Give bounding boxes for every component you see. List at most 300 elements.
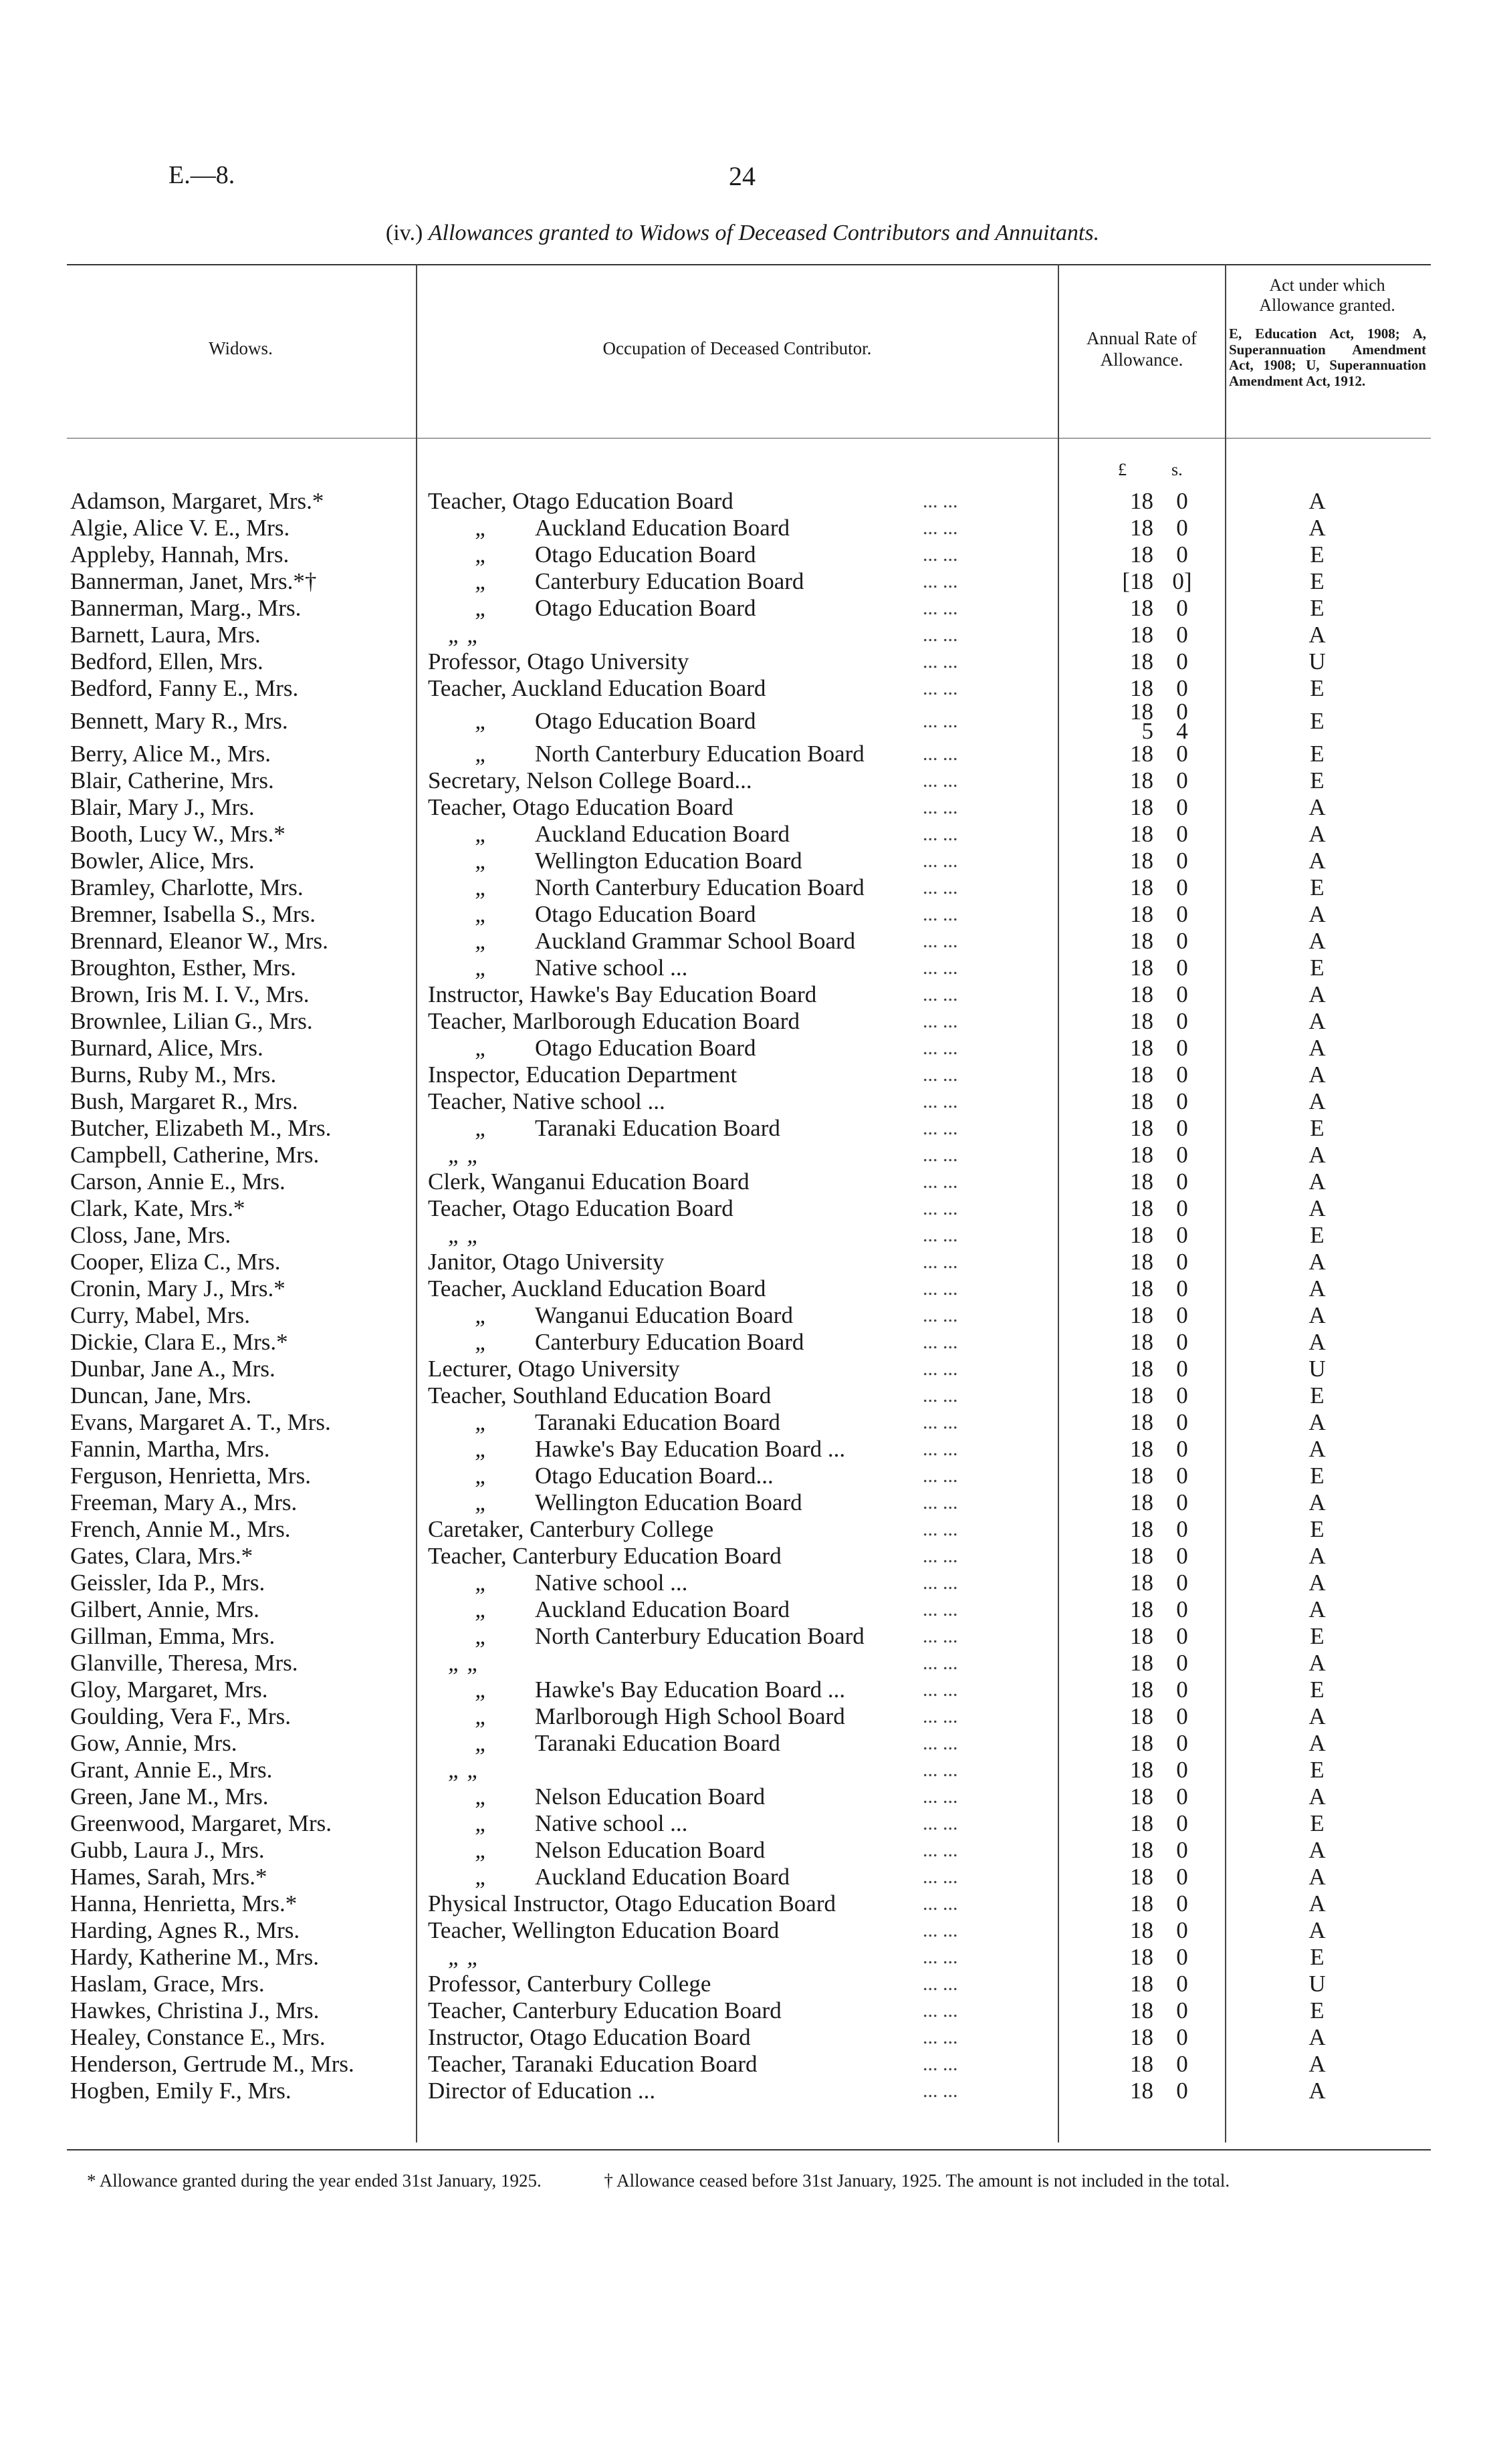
rate-shillings: 0 [1176,1703,1188,1729]
rate-pounds: 18 [1130,767,1153,793]
occupation-text: Nelson Education Board [535,1783,766,1810]
ditto-mark: „ [475,1810,488,1836]
act-code: E [1310,767,1325,793]
table-row [0,1917,1485,1944]
act-code: A [1308,1703,1326,1729]
rate-pounds: 18 [1130,1463,1153,1489]
rate-shillings: 0 [1176,1570,1188,1596]
rate-pounds: 18 5 [1130,699,1153,744]
occupation-text: Canterbury Education Board [535,568,804,594]
rate-pounds: 18 [1130,622,1153,648]
act-code: E [1310,1463,1325,1489]
dot-leader: ... ... [923,1705,958,1727]
widow-name: Grant, Annie E., Mrs. [70,1757,273,1783]
widow-name: Dickie, Clara E., Mrs.* [70,1329,288,1355]
table-row [0,1890,1485,1917]
rate-pounds: 18 [1130,1864,1153,1890]
act-code: E [1310,1382,1325,1408]
ditto-mark: „ [475,568,488,594]
widow-name: Gillman, Emma, Mrs. [70,1623,275,1649]
act-code: A [1308,981,1326,1007]
widow-name: Bremner, Isabella S., Mrs. [70,901,316,927]
table-row [0,1409,1485,1436]
table-row [0,1249,1485,1275]
rate-pounds: 18 [1130,1356,1153,1382]
occupation-text: Hawke's Bay Education Board ... [535,1436,846,1462]
widow-name: Hogben, Emily F., Mrs. [70,2078,292,2104]
rate-shillings: 0 [1176,1195,1188,1221]
ditto-mark: „ „ [448,1650,480,1676]
occupation-text: Teacher, Canterbury Education Board [428,1543,782,1569]
table-row [0,928,1485,955]
rate-pounds: 18 [1130,1837,1153,1863]
dot-leader: ... ... [923,930,958,952]
table-row [0,848,1485,874]
act-code: A [1308,622,1326,648]
table-row [0,488,1485,515]
dot-leader: ... ... [923,1598,958,1620]
act-code: A [1308,1489,1326,1515]
table-row [0,1142,1485,1168]
table-row [0,568,1485,595]
occupation-text: Native school ... [535,1810,688,1836]
widow-name: Haslam, Grace, Mrs. [70,1971,265,1997]
widow-name: Bush, Margaret R., Mrs. [70,1088,298,1114]
rate-shillings: 0 [1176,1730,1188,1756]
occupation-text: Teacher, Auckland Education Board [428,1275,766,1302]
act-code: A [1308,821,1326,847]
widow-name: Closs, Jane, Mrs. [70,1222,231,1248]
widow-name: French, Annie M., Mrs. [70,1516,291,1542]
occupation-text: Teacher, Otago Education Board [428,794,733,820]
rate-pounds: 18 [1130,1596,1153,1622]
rate-shillings: 0 [1176,1463,1188,1489]
header-rate [1060,328,1224,371]
dot-leader: ... ... [923,710,958,732]
table-row [0,648,1485,675]
occupation-text: Auckland Education Board [535,1864,790,1890]
act-code: U [1308,648,1326,674]
table-row [0,1115,1485,1142]
ditto-mark: „ [475,955,488,981]
table-row [0,767,1485,794]
dot-leader: ... ... [923,1892,958,1915]
widow-name: Gow, Annie, Mrs. [70,1730,237,1756]
rate-pounds: 18 [1130,1997,1153,2023]
header-act-line2: Allowance granted. [1259,295,1395,315]
occupation-text: Professor, Otago University [428,648,689,674]
act-code: A [1308,1062,1326,1088]
ditto-mark: „ [475,1677,488,1703]
occupation-text: Teacher, Marlborough Education Board [428,1008,800,1034]
rate-shillings: 0 [1176,1168,1188,1195]
ditto-mark: „ [475,1409,488,1435]
page-id: E.—8. [168,161,235,189]
ditto-mark: „ [475,848,488,874]
rate-pounds: 18 [1130,1810,1153,1836]
occupation-text: Otago Education Board [535,1035,756,1061]
rate-pounds: 18 [1130,1971,1153,1997]
dot-leader: ... ... [923,570,958,592]
rate-shillings: 0 [1176,848,1188,874]
rate-shillings: 0 [1176,1222,1188,1248]
rate-shillings: 0 [1176,794,1188,820]
rate-pounds: 18 [1130,1890,1153,1917]
widow-name: Bedford, Fanny E., Mrs. [70,675,299,701]
occupation-text: Taranaki Education Board [535,1730,780,1756]
rate-pounds: 18 [1130,1623,1153,1649]
act-code: A [1308,1008,1326,1034]
dot-leader: ... ... [923,677,958,699]
occupation-text: Otago Education Board [535,595,756,621]
widow-name: Hanna, Henrietta, Mrs.* [70,1890,298,1917]
ditto-mark: „ [475,1463,488,1489]
occupation-text: Wanganui Education Board [535,1302,793,1328]
act-code: A [1308,1168,1326,1195]
occupation-text: North Canterbury Education Board [535,1623,865,1649]
header-widows: Widows. [209,338,273,358]
widow-name: Broughton, Esther, Mrs. [70,955,296,981]
dot-leader: ... ... [923,1438,958,1460]
widow-name: Clark, Kate, Mrs.* [70,1195,245,1221]
table-row [0,1035,1485,1062]
ditto-mark: „ [475,1783,488,1810]
widow-name: Glanville, Theresa, Mrs. [70,1650,298,1676]
occupation-text: Wellington Education Board [535,848,802,874]
ditto-mark: „ „ [448,1222,480,1248]
ditto-mark: „ „ [448,622,480,648]
dot-leader: ... ... [923,1839,958,1861]
header-bottom-rule [67,438,1431,439]
widow-name: Gilbert, Annie, Mrs. [70,1596,259,1622]
footnote-dagger-text: † Allowance ceased before 31st January, 1925. The amount is not included in the total. [604,2171,1230,2191]
dot-leader: ... ... [923,1358,958,1380]
act-code: E [1310,874,1325,900]
rate-pounds: 18 [1130,741,1153,767]
rate-pounds: 18 [1130,848,1153,874]
occupation-text: Taranaki Education Board [535,1409,780,1435]
dot-leader: ... ... [923,1812,958,1834]
table-row [0,1195,1485,1222]
act-code: A [1308,1596,1326,1622]
dot-leader: ... ... [923,1625,958,1647]
widow-name: Campbell, Catherine, Mrs. [70,1142,320,1168]
ditto-mark: „ [475,1115,488,1141]
widow-name: Blair, Catherine, Mrs. [70,767,274,793]
occupation-text: Auckland Education Board [535,1596,790,1622]
table-row [0,1864,1485,1890]
widow-name: Gloy, Margaret, Mrs. [70,1677,268,1703]
occupation-text: Director of Education ... [428,2078,656,2104]
rate-pounds: 18 [1130,928,1153,954]
occupation-text: Hawke's Bay Education Board ... [535,1677,846,1703]
act-code: A [1308,1275,1326,1302]
footnote-star-text: * Allowance granted during the year ended 31st January, 1925. [87,2171,542,2191]
rate-pounds: 18 [1130,2051,1153,2077]
widow-name: Butcher, Elizabeth M., Mrs. [70,1115,332,1141]
dot-leader: ... ... [923,1304,958,1326]
rate-shillings: 0 [1176,1088,1188,1114]
act-code: A [1308,928,1326,954]
dot-leader: ... ... [923,1572,958,1594]
table-row [0,675,1485,702]
dot-leader: ... ... [923,1064,958,1086]
dot-leader: ... ... [923,1465,958,1487]
occupation-text: Janitor, Otago University [428,1249,665,1275]
table-row [0,541,1485,568]
dot-leader: ... ... [923,903,958,925]
act-code: E [1310,955,1325,981]
table-row [0,794,1485,821]
table-row [0,1062,1485,1088]
table-row [0,1275,1485,1302]
table-row [0,1516,1485,1543]
dot-leader: ... ... [923,796,958,818]
occupation-text: Native school ... [535,1570,688,1596]
rate-shillings: 0 [1176,622,1188,648]
act-code: U [1308,1971,1326,1997]
act-code: A [1308,2051,1326,2077]
act-code: A [1308,794,1326,820]
dot-leader: ... ... [923,1866,958,1888]
widow-name: Burnard, Alice, Mrs. [70,1035,263,1061]
widow-name: Greenwood, Margaret, Mrs. [70,1810,332,1836]
widow-name: Geissler, Ida P., Mrs. [70,1570,265,1596]
rate-shillings: 0 [1176,1890,1188,1917]
ditto-mark: „ [475,874,488,900]
dot-leader: ... ... [923,1759,958,1781]
widow-name: Barnett, Laura, Mrs. [70,622,261,648]
table-row [0,1008,1485,1035]
table-row [0,1489,1485,1516]
table-row [0,1837,1485,1864]
widow-name: Hawkes, Christina J., Mrs. [70,1997,320,2023]
ditto-mark: „ [475,1596,488,1622]
unit-pounds: £ [1118,460,1127,479]
rate-shillings: 0 [1176,1008,1188,1034]
widow-name: Henderson, Gertrude M., Mrs. [70,2051,354,2077]
ditto-mark: „ [475,928,488,954]
dot-leader: ... ... [923,1197,958,1219]
rate-pounds: 18 [1130,1783,1153,1810]
occupation-text: Instructor, Otago Education Board [428,2024,751,2050]
occupation-text: Auckland Education Board [535,515,790,541]
table-row [0,1329,1485,1356]
ditto-mark: „ [475,1035,488,1061]
ditto-mark: „ [475,1623,488,1649]
act-code: A [1308,1837,1326,1863]
table-row [0,741,1485,767]
ditto-mark: „ [475,1329,488,1355]
table-top-rule [67,264,1431,265]
rate-pounds: 18 [1130,1409,1153,1435]
ditto-mark: „ [475,1302,488,1328]
rate-pounds: 18 [1130,1650,1153,1676]
title-prefix: (iv.) [385,221,423,245]
rate-shillings: 0 [1176,1757,1188,1783]
ditto-mark: „ [475,1703,488,1729]
widow-name: Cronin, Mary J., Mrs.* [70,1275,285,1302]
dot-leader: ... ... [923,850,958,872]
widow-name: Healey, Constance E., Mrs. [70,2024,326,2050]
rate-pounds: 18 [1130,1570,1153,1596]
act-code: E [1310,568,1325,594]
rate-shillings: 0 [1176,1944,1188,1970]
rate-shillings: 0 [1176,2051,1188,2077]
rate-shillings: 0 [1176,1543,1188,1569]
occupation-text: North Canterbury Education Board [535,874,865,900]
rate-shillings: 0 [1176,767,1188,793]
rate-shillings: 0 [1176,1650,1188,1676]
rate-shillings: 0 [1176,741,1188,767]
rate-shillings: 0 [1176,981,1188,1007]
rate-shillings: 0 [1176,1436,1188,1462]
rate-pounds: 18 [1130,1195,1153,1221]
rate-shillings: 0 [1176,515,1188,541]
occupation-text: Teacher, Native school ... [428,1088,665,1114]
widow-name: Evans, Margaret A. T., Mrs. [70,1409,331,1435]
occupation-text: Native school ... [535,955,688,981]
dot-leader: ... ... [923,1919,958,1941]
rate-pounds: 18 [1130,794,1153,820]
widow-name: Harding, Agnes R., Mrs. [70,1917,300,1943]
act-code: A [1308,901,1326,927]
act-code: E [1310,1810,1325,1836]
act-code: A [1308,1035,1326,1061]
rate-shillings: 0 [1176,1302,1188,1328]
rate-pounds: 18 [1130,515,1153,541]
rate-pounds: 18 [1130,1543,1153,1569]
table-row [0,1543,1485,1570]
rate-pounds: 18 [1130,1703,1153,1729]
rate-shillings: 0] [1172,568,1192,594]
table-row [0,1997,1485,2024]
occupation-text: Auckland Grammar School Board [535,928,856,954]
dot-leader: ... ... [923,543,958,566]
rate-shillings: 0 [1176,928,1188,954]
occupation-text: Otago Education Board [535,541,756,568]
rate-shillings: 0 4 [1176,699,1188,744]
table-row [0,1971,1485,1997]
rate-pounds: 18 [1130,1302,1153,1328]
act-code: A [1308,1249,1326,1275]
rate-shillings: 0 [1176,1115,1188,1141]
rate-pounds: 18 [1130,1382,1153,1408]
rate-shillings: 0 [1176,541,1188,568]
act-code: E [1310,1623,1325,1649]
act-code: A [1308,1890,1326,1917]
occupation-text: Teacher, Southland Education Board [428,1382,772,1408]
table-row [0,2024,1485,2051]
dot-leader: ... ... [923,624,958,646]
rate-pounds: 18 [1130,1436,1153,1462]
rate-pounds: 18 [1130,1730,1153,1756]
table-row [0,515,1485,541]
dot-leader: ... ... [923,1785,958,1808]
act-code: E [1310,541,1325,568]
dot-leader: ... ... [923,769,958,791]
occupation-text: Inspector, Education Department [428,1062,737,1088]
dot-leader: ... ... [923,2080,958,2102]
dot-leader: ... ... [923,1732,958,1754]
act-code: A [1308,1302,1326,1328]
table-row [0,1436,1485,1463]
rate-pounds: 18 [1130,874,1153,900]
widow-name: Cooper, Eliza C., Mrs. [70,1249,281,1275]
occupation-text: Secretary, Nelson College Board... [428,767,752,793]
act-code: E [1310,595,1325,621]
header-act-key: E, Education Act, 1908; A, Superannuation Amendment Act, 1908; U, Superannuation Amendment Act, 1912. [1229,326,1426,389]
widow-name: Brown, Iris M. I. V., Mrs. [70,981,310,1007]
act-code: A [1308,1917,1326,1943]
widow-name: Curry, Mabel, Mrs. [70,1302,250,1328]
occupation-text: Otago Education Board... [535,1463,774,1489]
rate-pounds: 18 [1130,821,1153,847]
widow-name: Algie, Alice V. E., Mrs. [70,515,290,541]
rate-shillings: 0 [1176,1596,1188,1622]
rate-pounds: 18 [1130,1222,1153,1248]
table-row [0,1382,1485,1409]
occupation-text: Teacher, Otago Education Board [428,488,733,514]
ditto-mark: „ „ [448,1757,480,1783]
occupation-text: Lecturer, Otago University [428,1356,680,1382]
dot-leader: ... ... [923,2026,958,2048]
table-row [0,1730,1485,1757]
ditto-mark: „ [475,1436,488,1462]
table-row [0,1783,1485,1810]
rate-pounds: 18 [1130,1008,1153,1034]
rate-pounds: 18 [1130,901,1153,927]
dot-leader: ... ... [923,1277,958,1300]
table-row [0,1703,1485,1730]
rate-pounds: 18 [1130,1062,1153,1088]
rate-pounds: 18 [1130,1757,1153,1783]
ditto-mark: „ [475,1730,488,1756]
widow-name: Hardy, Katherine M., Mrs. [70,1944,319,1970]
table-row [0,595,1485,622]
rate-pounds: 18 [1130,541,1153,568]
rate-shillings: 0 [1176,1997,1188,2023]
rate-pounds: 18 [1130,675,1153,701]
header-rate-line1: Annual Rate of [1087,328,1197,348]
rate-pounds: 18 [1130,981,1153,1007]
ditto-mark: „ [475,1837,488,1863]
occupation-text: Caretaker, Canterbury College [428,1516,714,1542]
table-row [0,1222,1485,1249]
widow-name: Brennard, Eleanor W., Mrs. [70,928,328,954]
rate-shillings: 0 [1176,675,1188,701]
ditto-mark: „ [475,515,488,541]
rate-shillings: 0 [1176,1142,1188,1168]
occupation-text: Auckland Education Board [535,821,790,847]
rate-shillings: 0 [1176,2024,1188,2050]
widow-name: Freeman, Mary A., Mrs. [70,1489,298,1515]
act-code: E [1310,1757,1325,1783]
dot-leader: ... ... [923,490,958,512]
dot-leader: ... ... [923,1331,958,1353]
act-code: A [1308,2078,1326,2104]
page-number: 24 [729,161,756,191]
dot-leader: ... ... [923,1518,958,1540]
rate-shillings: 0 [1176,821,1188,847]
rate-pounds: 18 [1130,1168,1153,1195]
occupation-text: Clerk, Wanganui Education Board [428,1168,750,1195]
table-row [0,1650,1485,1677]
act-code: E [1310,1997,1325,2023]
dot-leader: ... ... [923,1037,958,1059]
table-row [0,1463,1485,1489]
dot-leader: ... ... [923,1384,958,1406]
